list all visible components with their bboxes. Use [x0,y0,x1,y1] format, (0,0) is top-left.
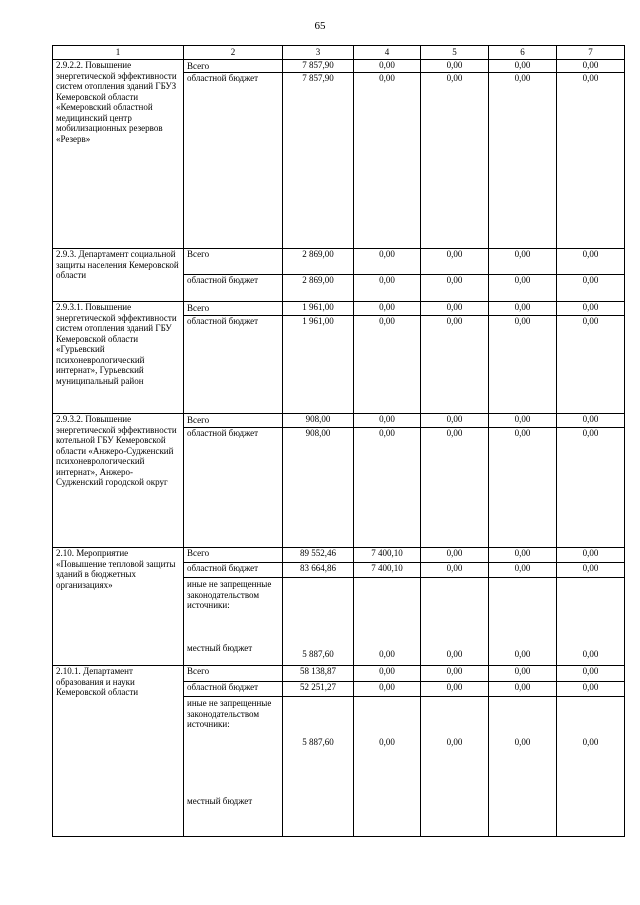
activity-name: 2.10.1. Департамент образования и науки Кемеровской области [53,666,184,837]
table-row [53,548,625,563]
value-cell: 0,00 [489,563,557,578]
col-header: 3 [283,46,354,60]
source-regional: областной бюджет [184,682,283,697]
source-total: Всего [184,302,283,316]
value-cell: 7 400,10 [354,548,421,563]
source-regional: областной бюджет [184,275,283,302]
value-cell: 0,00 [421,697,489,837]
value-cell: 0,00 [354,60,421,73]
value-cell: 0,00 [557,249,625,275]
value-cell: 7 400,10 [354,563,421,578]
col-header: 5 [421,46,489,60]
value-cell: 0,00 [557,682,625,697]
value-cell: 0,00 [421,682,489,697]
value-cell: 89 552,46 [283,548,354,563]
page-number: 65 [314,20,326,32]
source-local: местный бюджет [187,642,253,653]
value-cell: 0,00 [557,60,625,73]
value-cell: 58 138,87 [283,666,354,682]
value-cell: 0,00 [421,548,489,563]
value-cell: 2 869,00 [283,275,354,302]
value-cell: 0,00 [421,249,489,275]
value-cell: 0,00 [354,302,421,316]
value-cell: 0,00 [489,249,557,275]
value-cell: 0,00 [489,302,557,316]
source-regional: областной бюджет [184,73,283,249]
source-total: Всего [184,60,283,73]
value-cell: 0,00 [489,316,557,414]
col-header: 6 [489,46,557,60]
value-cell: 0,00 [421,275,489,302]
activity-name: 2.9.3. Департамент социальной защиты населения Кемеровской области [53,249,184,302]
value-cell: 52 251,27 [283,682,354,697]
value-cell: 5 887,60 [283,697,354,837]
value-cell: 0,00 [557,316,625,414]
source-local: местный бюджет [187,795,253,806]
activity-name: 2.10. Мероприятие «Повышение тепловой защиты зданий в бюджетных организациях» [53,548,184,666]
value-cell: 0,00 [354,666,421,682]
source-regional: областной бюджет [184,563,283,578]
table-row [53,666,625,682]
table-row [53,414,625,428]
value-cell: 0,00 [557,666,625,682]
value-cell: 0,00 [421,414,489,428]
value-cell: 0,00 [557,275,625,302]
value-cell: 0,00 [489,697,557,837]
activity-name: 2.9.3.1. Повышение энергетической эффективности систем отопления зданий ГБУ Кемеровской области «Гурьевский психоневрологический интернат», Гурьевский муниципальный район [53,302,184,414]
value-cell: 0,00 [421,666,489,682]
value-cell: 1 961,00 [283,316,354,414]
value-cell: 0,00 [354,682,421,697]
value-cell: 2 869,00 [283,249,354,275]
col-header: 7 [557,46,625,60]
table-row [53,60,625,73]
source-other [184,697,283,837]
value-cell: 0,00 [557,302,625,316]
value-cell: 908,00 [283,428,354,548]
source-total: Всего [184,249,283,275]
source-regional: областной бюджет [184,316,283,414]
value-cell: 83 664,86 [283,563,354,578]
value-cell: 0,00 [354,578,421,666]
source-total: Всего [184,666,283,682]
value-cell: 0,00 [354,414,421,428]
col-header: 1 [53,46,184,60]
value-cell: 0,00 [489,73,557,249]
budget-table [52,45,625,837]
value-cell: 0,00 [354,316,421,414]
activity-name: 2.9.3.2. Повышение энергетической эффективности котельной ГБУ Кемеровской области «Анжеро-Судженский психоневрологический интернат», Анжеро-Судженский городской округ [53,414,184,548]
value-cell: 0,00 [421,60,489,73]
source-other [184,578,283,666]
value-cell: 0,00 [489,666,557,682]
value-cell: 1 961,00 [283,302,354,316]
value-cell: 0,00 [354,275,421,302]
value-cell: 0,00 [489,60,557,73]
value-cell: 0,00 [557,578,625,666]
value-cell: 0,00 [557,73,625,249]
source-regional: областной бюджет [184,428,283,548]
source-total: Всего [184,548,283,563]
value-cell: 0,00 [557,563,625,578]
value-cell: 0,00 [489,548,557,563]
value-cell: 0,00 [421,428,489,548]
value-cell: 0,00 [354,697,421,837]
value-cell: 5 887,60 [283,578,354,666]
activity-name: 2.9.2.2. Повышение энергетической эффективности систем отопления зданий ГБУЗ Кемеровской области «Кемеровский областной медицинский центр мобилизационных резервов «Резерв» [53,60,184,249]
value-cell: 0,00 [489,414,557,428]
value-cell: 0,00 [354,428,421,548]
value-cell: 0,00 [489,275,557,302]
value-cell: 0,00 [557,414,625,428]
value-cell: 0,00 [421,73,489,249]
value-cell: 0,00 [421,316,489,414]
value-cell: 7 857,90 [283,60,354,73]
value-cell: 0,00 [421,578,489,666]
value-cell: 0,00 [421,302,489,316]
value-cell: 0,00 [489,682,557,697]
header-row [53,46,625,60]
value-cell: 0,00 [557,697,625,837]
col-header: 2 [184,46,283,60]
source-other-label: иные не запрещенные законодательством источники: [187,698,272,729]
value-cell: 7 857,90 [283,73,354,249]
value-cell: 0,00 [557,548,625,563]
value-cell: 908,00 [283,414,354,428]
source-other-label: иные не запрещенные законодательством источники: [187,579,272,610]
col-header: 4 [354,46,421,60]
value-cell: 0,00 [421,563,489,578]
source-total: Всего [184,414,283,428]
table-row [53,302,625,316]
value-cell: 0,00 [489,428,557,548]
value-cell: 0,00 [489,578,557,666]
value-cell: 0,00 [354,73,421,249]
value-cell: 0,00 [557,428,625,548]
table-row [53,249,625,275]
value-cell: 0,00 [354,249,421,275]
